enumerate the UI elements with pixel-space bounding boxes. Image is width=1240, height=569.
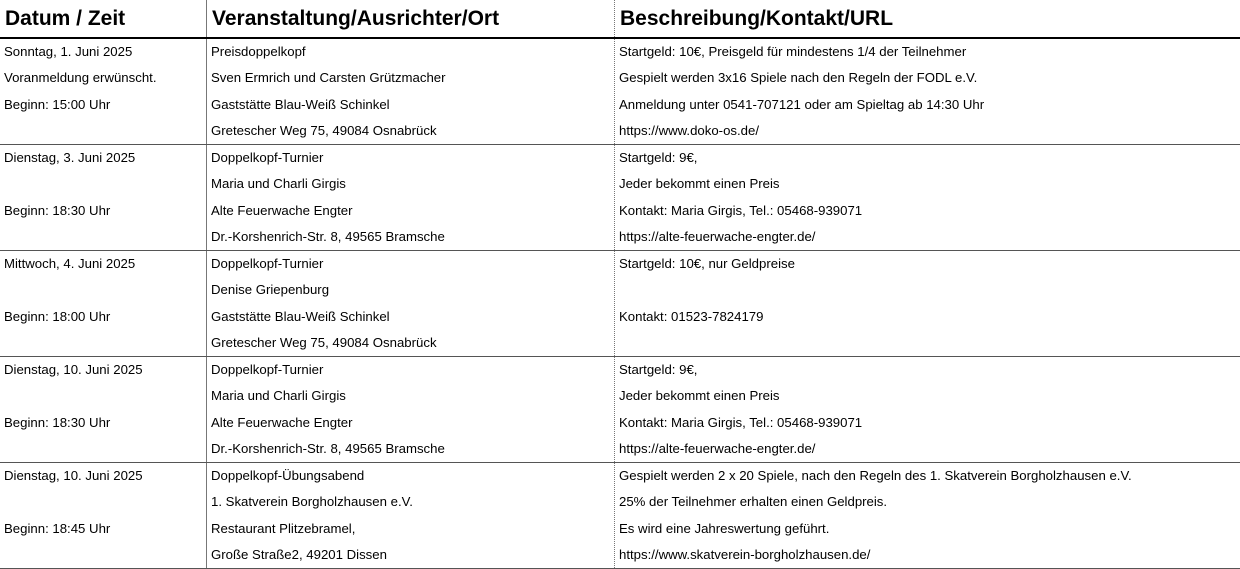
info-cell-line: Es wird eine Jahreswertung geführt. bbox=[619, 520, 830, 536]
info-cell-line: Startgeld: 10€, nur Geldpreise bbox=[619, 256, 795, 271]
table-row bbox=[0, 39, 1240, 145]
event-cell-line: Restaurant Plitzebramel, bbox=[211, 520, 356, 536]
event-cell-line: Maria und Charli Girgis bbox=[211, 388, 346, 404]
date-cell-line bbox=[4, 542, 206, 568]
event-cell bbox=[206, 357, 614, 462]
info-cell-line: Kontakt: Maria Girgis, Tel.: 05468-939071 bbox=[619, 414, 863, 430]
info-cell bbox=[614, 145, 1240, 250]
info-cell-line: Kontakt: 01523-7824179 bbox=[619, 308, 764, 324]
date-cell-line: Beginn: 18:30 Uhr bbox=[4, 202, 111, 218]
event-cell bbox=[206, 251, 614, 356]
event-cell-line: Sven Ermrich und Carsten Grützmacher bbox=[211, 70, 446, 86]
date-cell-line: Dienstag, 3. Juni 2025 bbox=[4, 150, 136, 165]
info-cell-line: Kontakt: Maria Girgis, Tel.: 05468-939071 bbox=[619, 202, 863, 218]
event-cell-line: Gaststätte Blau-Weiß Schinkel bbox=[211, 308, 390, 324]
info-cell-line bbox=[619, 330, 1240, 356]
table-body bbox=[0, 39, 1240, 569]
info-cell-line[interactable]: https://alte-feuerwache-engter.de/ bbox=[619, 228, 816, 244]
date-cell-line bbox=[4, 118, 206, 144]
info-cell-line: Startgeld: 9€, bbox=[619, 150, 698, 165]
event-cell-line: Doppelkopf-Turnier bbox=[211, 256, 324, 271]
info-cell-line: Startgeld: 10€, Preisgeld für mindestens 1/4 der Teilnehmer bbox=[619, 44, 967, 59]
info-cell-line: Jeder bekommt einen Preis bbox=[619, 176, 780, 192]
date-cell-line: Sonntag, 1. Juni 2025 bbox=[4, 44, 133, 59]
info-cell-line: Jeder bekommt einen Preis bbox=[619, 388, 780, 404]
event-cell-line: Große Straße2, 49201 Dissen bbox=[211, 546, 387, 562]
header-date-time: Datum / Zeit bbox=[5, 7, 126, 30]
info-cell-line[interactable]: https://www.doko-os.de/ bbox=[619, 122, 760, 138]
date-cell bbox=[0, 39, 206, 144]
event-cell-line: 1. Skatverein Borgholzhausen e.V. bbox=[211, 494, 413, 510]
date-cell-line: Beginn: 18:45 Uhr bbox=[4, 520, 111, 536]
event-cell-line: Gaststätte Blau-Weiß Schinkel bbox=[211, 96, 390, 112]
date-cell-line bbox=[4, 383, 206, 409]
header-description-contact-url: Beschreibung/Kontakt/URL bbox=[614, 0, 1240, 37]
date-cell-line: Voranmeldung erwünscht. bbox=[4, 70, 157, 86]
table-row bbox=[0, 463, 1240, 569]
date-cell-line bbox=[4, 330, 206, 356]
info-cell-line bbox=[619, 277, 1240, 303]
date-cell-line bbox=[4, 277, 206, 303]
info-cell-line: Startgeld: 9€, bbox=[619, 362, 698, 377]
table-header bbox=[0, 0, 1240, 39]
event-cell-line: Doppelkopf-Turnier bbox=[211, 362, 324, 377]
date-cell bbox=[0, 463, 206, 568]
event-cell-line: Dr.-Korshenrich-Str. 8, 49565 Bramsche bbox=[211, 228, 445, 244]
date-cell-line: Beginn: 15:00 Uhr bbox=[4, 96, 111, 112]
event-cell-line: Denise Griepenburg bbox=[211, 282, 330, 298]
info-cell-line: Gespielt werden 3x16 Spiele nach den Regeln der FODL e.V. bbox=[619, 70, 978, 86]
date-cell-line: Dienstag, 10. Juni 2025 bbox=[4, 362, 143, 377]
date-cell-line: Beginn: 18:00 Uhr bbox=[4, 308, 111, 324]
info-cell-line[interactable]: https://www.skatverein-borgholzhausen.de/ bbox=[619, 546, 871, 562]
date-cell-line: Mittwoch, 4. Juni 2025 bbox=[4, 256, 136, 271]
event-cell bbox=[206, 145, 614, 250]
event-cell-line: Doppelkopf-Übungsabend bbox=[211, 468, 365, 483]
event-cell-line: Doppelkopf-Turnier bbox=[211, 150, 324, 165]
event-cell-line: Alte Feuerwache Engter bbox=[211, 414, 353, 430]
info-cell-line: 25% der Teilnehmer erhalten einen Geldpreis. bbox=[619, 494, 888, 510]
date-cell-line bbox=[4, 436, 206, 462]
event-cell-line: Gretescher Weg 75, 49084 Osnabrück bbox=[211, 334, 437, 350]
info-cell bbox=[614, 357, 1240, 462]
table-row bbox=[0, 357, 1240, 463]
info-cell-line: Gespielt werden 2 x 20 Spiele, nach den Regeln des 1. Skatverein Borgholzhausen e.V. bbox=[619, 468, 1132, 483]
table-row bbox=[0, 251, 1240, 357]
info-cell bbox=[614, 39, 1240, 144]
date-cell bbox=[0, 357, 206, 462]
date-cell-line: Beginn: 18:30 Uhr bbox=[4, 414, 111, 430]
header-event-organizer-location: Veranstaltung/Ausrichter/Ort bbox=[206, 0, 614, 37]
date-cell-line bbox=[4, 224, 206, 250]
date-cell bbox=[0, 251, 206, 356]
event-cell bbox=[206, 463, 614, 568]
date-cell-line: Dienstag, 10. Juni 2025 bbox=[4, 468, 143, 483]
event-cell-line: Preisdoppelkopf bbox=[211, 44, 306, 59]
event-cell bbox=[206, 39, 614, 144]
info-cell-line[interactable]: https://alte-feuerwache-engter.de/ bbox=[619, 440, 816, 456]
date-cell-line bbox=[4, 171, 206, 197]
event-cell-line: Dr.-Korshenrich-Str. 8, 49565 Bramsche bbox=[211, 440, 445, 456]
event-cell-line: Maria und Charli Girgis bbox=[211, 176, 346, 192]
date-cell-line bbox=[4, 489, 206, 515]
info-cell bbox=[614, 251, 1240, 356]
table-row bbox=[0, 145, 1240, 251]
info-cell-line: Anmeldung unter 0541-707121 oder am Spieltag ab 14:30 Uhr bbox=[619, 96, 985, 112]
date-cell bbox=[0, 145, 206, 250]
info-cell bbox=[614, 463, 1240, 568]
event-cell-line: Gretescher Weg 75, 49084 Osnabrück bbox=[211, 122, 437, 138]
event-cell-line: Alte Feuerwache Engter bbox=[211, 202, 353, 218]
